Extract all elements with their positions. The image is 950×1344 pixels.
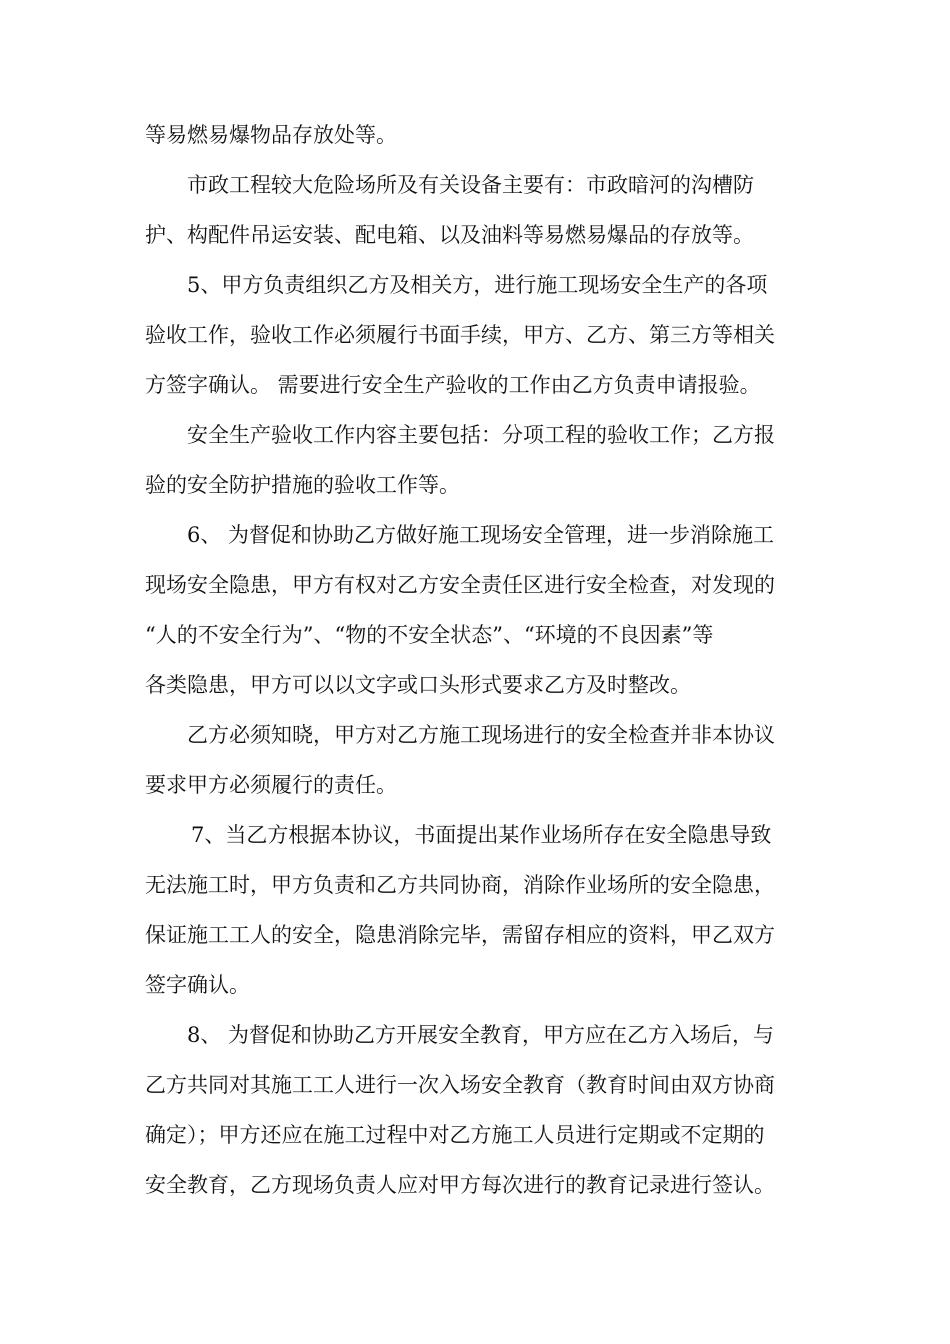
text-line: 安全教育，乙方现场负责人应对甲方每次进行的教育记录进行签认。 <box>145 1173 775 1197</box>
text-line: 6、 为督促和协助乙方做好施工现场安全管理，进一步消除施工 <box>187 523 775 547</box>
text-line: 现场安全隐患，甲方有权对乙方安全责任区进行安全检查，对发现的 <box>145 573 775 597</box>
text-line: 方签字确认。 需要进行安全生产验收的工作由乙方负责申请报验。 <box>145 373 761 397</box>
text-line: 市政工程较大危险场所及有关设备主要有：市政暗河的沟槽防 <box>187 173 754 197</box>
text-line: 护、构配件吊运安装、配电箱、以及油料等易燃易爆品的存放等。 <box>145 223 754 247</box>
text-line: 安全生产验收工作内容主要包括：分项工程的验收工作；乙方报 <box>187 423 775 447</box>
text-line: 保证施工工人的安全，隐患消除完毕，需留存相应的资料，甲乙双方 <box>145 923 775 947</box>
text-line: 无法施工时，甲方负责和乙方共同协商，消除作业场所的安全隐患， <box>145 873 775 897</box>
document-body <box>145 110 815 1210</box>
text-line: 8、 为督促和协助乙方开展安全教育，甲方应在乙方入场后，与 <box>187 1023 775 1047</box>
text-line: 乙方共同对其施工工人进行一次入场安全教育（教育时间由双方协商 <box>145 1073 775 1097</box>
text-line: 等易燃易爆物品存放处等。 <box>145 123 397 147</box>
text-line: 乙方必须知晓，甲方对乙方施工现场进行的安全检查并非本协议 <box>187 723 775 747</box>
text-line: 7、当乙方根据本协议，书面提出某作业场所存在安全隐患导致 <box>191 823 772 847</box>
text-line: 验收工作，验收工作必须履行书面手续，甲方、乙方、第三方等相关 <box>145 323 775 347</box>
text-line: 要求甲方必须履行的责任。 <box>145 773 397 797</box>
text-line: 确定）；甲方还应在施工过程中对乙方施工人员进行定期或不定期的 <box>145 1123 765 1147</box>
text-line: 5、甲方负责组织乙方及相关方，进行施工现场安全生产的各项 <box>187 273 768 297</box>
text-line: 各类隐患，甲方可以以文字或口头形式要求乙方及时整改。 <box>145 673 691 697</box>
text-line: 验的安全防护措施的验收工作等。 <box>145 473 460 497</box>
text-line: “人的不安全行为”、“物的不安全状态”、“环境的不良因素”等 <box>145 623 714 647</box>
text-line: 签字确认。 <box>145 973 250 997</box>
